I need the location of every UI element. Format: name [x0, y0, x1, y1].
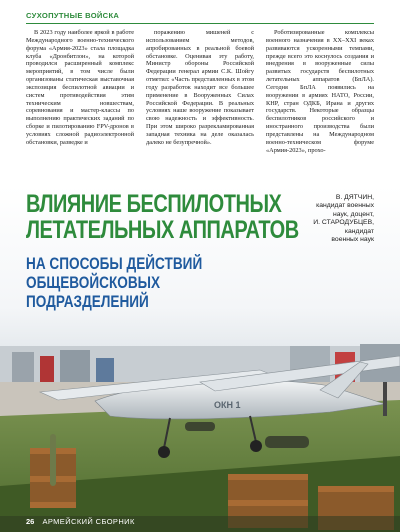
body-text [26, 29, 374, 186]
text-column-3 [266, 29, 374, 186]
section-divider [26, 23, 374, 24]
subtitle-line-2: ПОДРАЗДЕЛЕНИЙ [26, 292, 149, 311]
text-column-1 [26, 29, 134, 186]
article-subtitle [26, 254, 234, 311]
text-column-2 [146, 29, 254, 186]
section-header [26, 10, 374, 24]
paragraph: Роботизированные комплексы военного назначения в XX–XXI веках развиваются ускоренными темпами, прежде всего это коснулось создания и внедрения в вооруженные силы развитых государств беспилотных летательных аппаратов (БпЛА). Сегодня БпЛА появились на вооружении в армиях НАТО, России, КНР, стран ОДКБ, Ирана и других государств. Некоторые образцы беспилотников российского и иностранного производства были представлены на Международном военно-техническом форуме «Армия-2023», прохо- [266, 29, 374, 154]
author-1-role: наук, доцент, [333, 210, 374, 218]
drone-marking: ОКН 1 [214, 400, 241, 410]
author-1-role: кандидат военных [316, 202, 374, 210]
title-line-1: ВЛИЯНИЕ БЕСПИЛОТНЫХ [26, 190, 282, 218]
magazine-name: АРМЕЙСКИЙ СБОРНИК [42, 517, 135, 526]
hero-photo [0, 186, 400, 532]
author-2-name: И. СТАРОДУБЦЕВ, [313, 219, 374, 227]
paragraph: В 2023 году наиболее яркой в работе Международного военно-технического форума «Армия-2023» стала площадка клуба «Дронбитлон», на которой проводился расширенный комплекс мероприятий, в том числе были организованы статическая выставочная экспозиция беспилотной авиации и систем противодействия этим техническим новшествам, соревнования и мастер-классы по выполнению практических заданий по сборке и пилотированию FPV-дронов в условиях сложной радиоэлектронной обстановки, разведке и [26, 29, 134, 146]
page-footer [26, 516, 135, 528]
article-title [26, 190, 299, 244]
paragraph: поражению мишеней с использованием методов, апробированных в реальной боевой обстановке. Оценивая эту работу, Министр обороны Российской Федерации генерал армии С.К. Шойгу отметил: «Часть представленных в этом году разработок находит все большее применение в Вооруженных Силах Российской Федерации. В реальных условиях наше вооружение показывает свою надежность и эффективность. При этом широко разрекламированная западная техника на деле оказалась далеко не безупречной». [146, 29, 254, 146]
title-line-2: ЛЕТАТЕЛЬНЫХ АППАРАТОВ [26, 216, 299, 244]
section-label: СУХОПУТНЫЕ ВОЙСКА [26, 11, 120, 20]
author-credits [284, 194, 374, 244]
subtitle-line-1: НА СПОСОБЫ ДЕЙСТВИЙ ОБЩЕВОЙСКОВЫХ [26, 254, 203, 292]
page-number: 26 [26, 517, 35, 526]
author-2-role: военных наук [331, 236, 374, 244]
author-1-name: В. ДЯТЧИН, [335, 194, 374, 201]
author-2-role: кандидат [344, 227, 374, 235]
